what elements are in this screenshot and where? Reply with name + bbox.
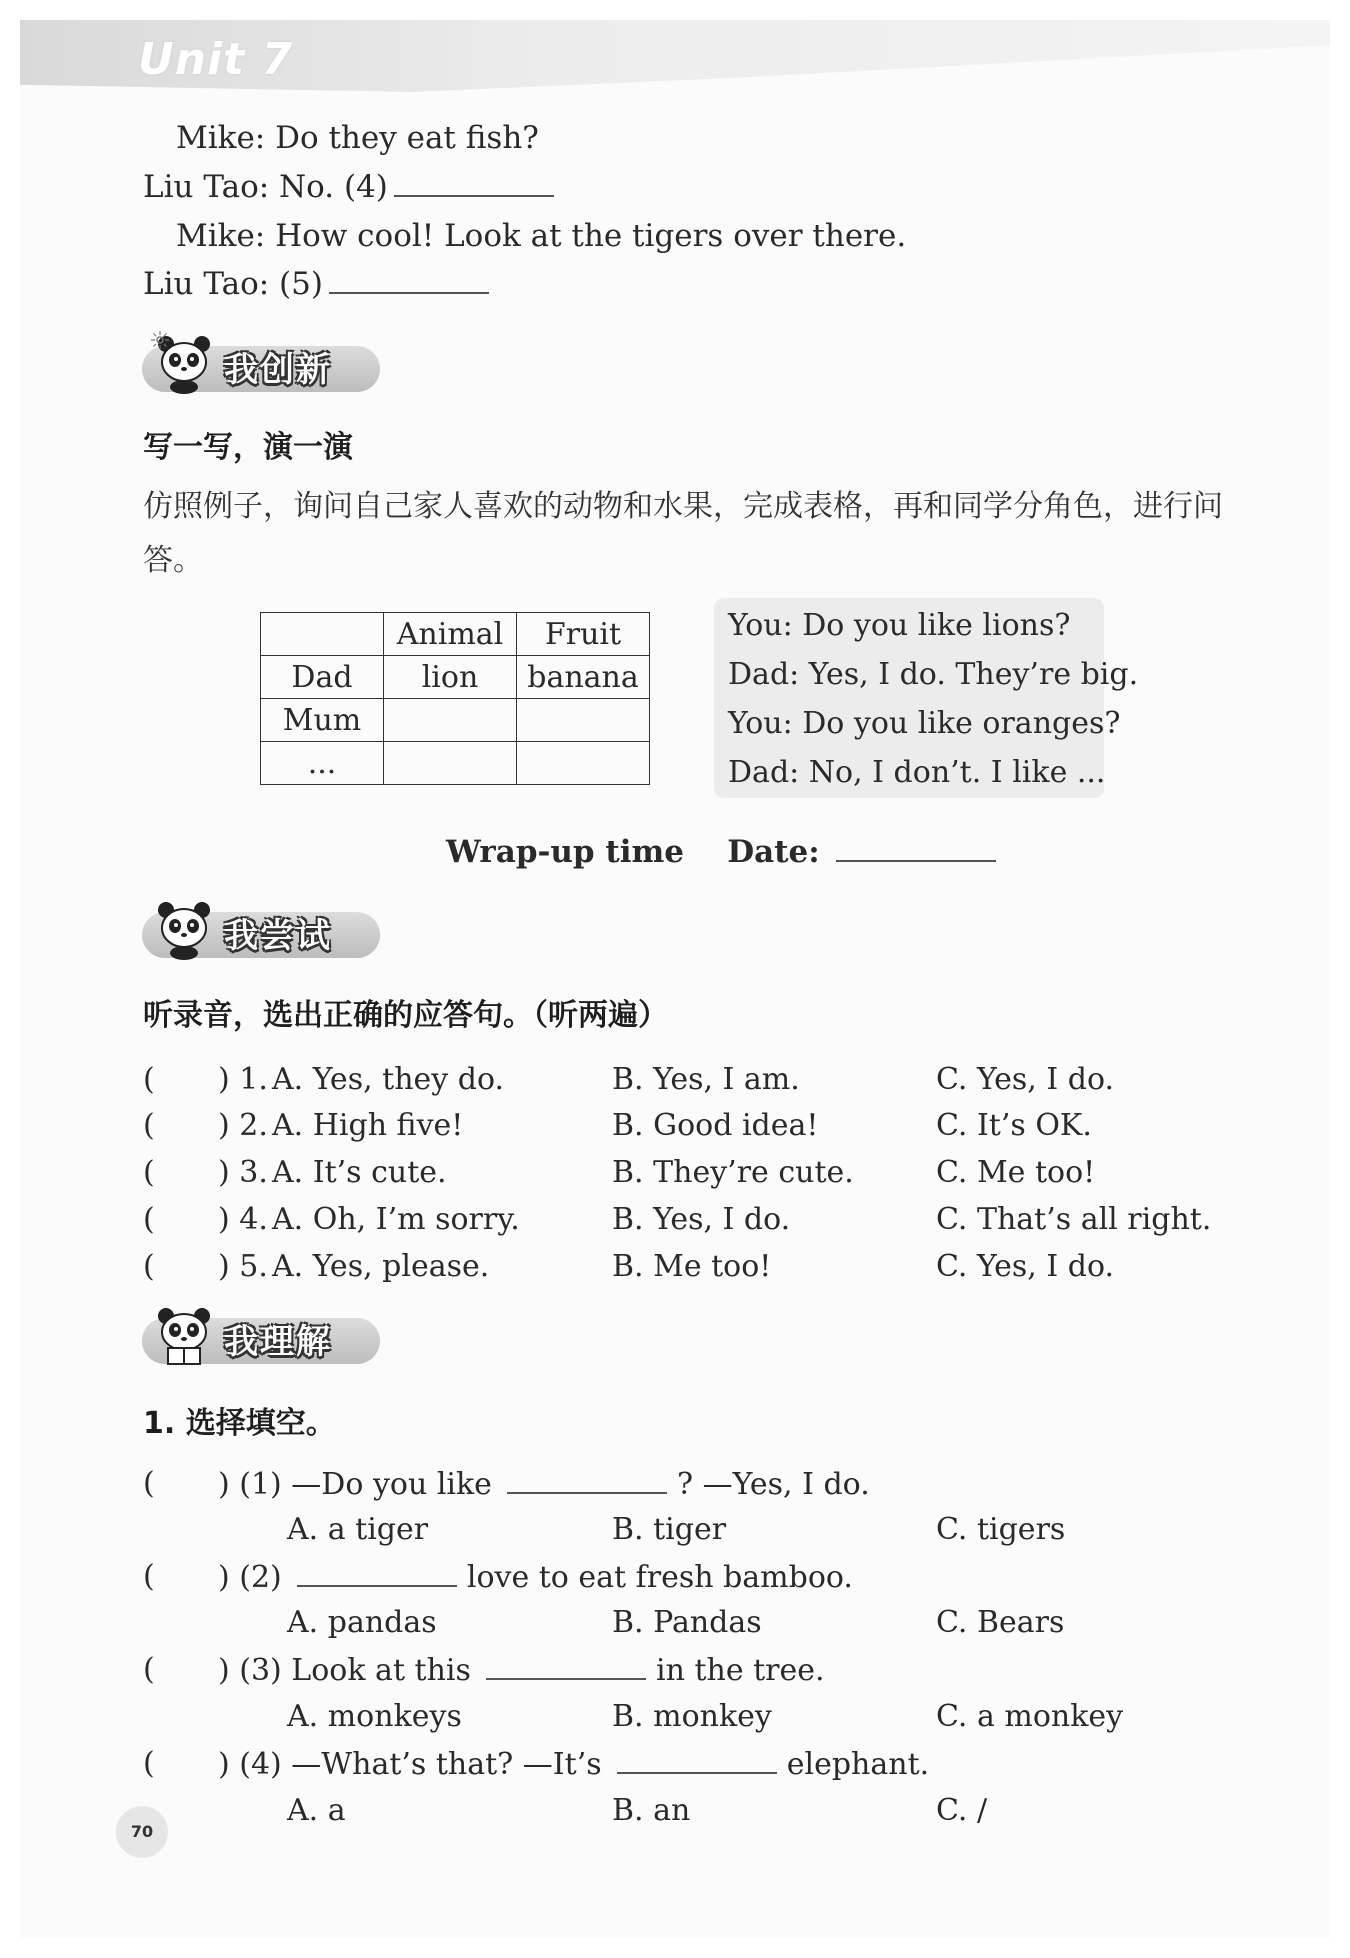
question-post: in the tree. xyxy=(656,1653,825,1688)
page-background xyxy=(20,20,1330,1938)
item-number: ) 2. xyxy=(218,1108,268,1143)
example-line: You: Do you like lions? xyxy=(728,608,1071,643)
table-cell: Dad xyxy=(261,656,384,699)
option-a: A. It’s cute. xyxy=(272,1155,447,1190)
answer-bracket[interactable]: ( xyxy=(143,1062,155,1097)
answer-bracket[interactable]: ( xyxy=(143,1155,155,1190)
option-b: B. an xyxy=(612,1793,691,1828)
option-b: B. monkey xyxy=(612,1699,772,1734)
answer-bracket[interactable]: ( xyxy=(143,1559,155,1594)
table-cell: Mum xyxy=(261,699,384,742)
item-number: ) (3) xyxy=(218,1653,282,1688)
item-number: ) (1) xyxy=(218,1467,282,1502)
answer-blank[interactable] xyxy=(394,169,554,197)
section-title: 写一写，演一演 xyxy=(143,430,353,465)
question-post: love to eat fresh bamboo. xyxy=(466,1560,853,1595)
question-post: ? —Yes, I do. xyxy=(677,1467,870,1502)
option-c: C. Yes, I do. xyxy=(936,1062,1115,1097)
table-cell: banana xyxy=(517,656,650,699)
option-c: C. / xyxy=(936,1793,988,1828)
option-c: C. Yes, I do. xyxy=(936,1249,1115,1284)
option-a: A. pandas xyxy=(287,1605,437,1640)
answer-blank[interactable] xyxy=(486,1652,646,1680)
section-title: 1. 选择填空。 xyxy=(143,1406,336,1441)
table-input-cell[interactable] xyxy=(517,742,650,785)
option-c: C. It’s OK. xyxy=(936,1108,1092,1143)
section-badge-understand xyxy=(142,1304,380,1366)
answer-bracket[interactable]: ( xyxy=(143,1108,155,1143)
option-b: B. They’re cute. xyxy=(612,1155,854,1190)
table-row xyxy=(261,656,650,699)
table-header-cell: Fruit xyxy=(517,613,650,656)
wrapup-label: Wrap-up time xyxy=(446,834,685,870)
question-pre: —Do you like xyxy=(291,1467,492,1502)
table-cell: ... xyxy=(261,742,384,785)
table-cell: lion xyxy=(384,656,517,699)
option-c: C. tigers xyxy=(936,1512,1066,1547)
option-a: A. a xyxy=(287,1793,346,1828)
table-input-cell[interactable] xyxy=(384,699,517,742)
option-c: C. a monkey xyxy=(936,1699,1124,1734)
dialogue-line: Mike: Do they eat fish? xyxy=(176,120,539,156)
question-pre: Look at this xyxy=(291,1653,471,1688)
option-a: A. Yes, please. xyxy=(272,1249,490,1284)
table-row xyxy=(261,742,650,785)
family-table xyxy=(260,612,650,785)
item-number: ) (4) xyxy=(218,1747,282,1782)
dialogue-line: Liu Tao: No. (4) xyxy=(143,169,554,205)
question-post: elephant. xyxy=(786,1747,930,1782)
badge-label: 我尝试 xyxy=(224,916,332,956)
answer-blank[interactable] xyxy=(329,266,489,294)
example-line: Dad: Yes, I do. They’re big. xyxy=(728,657,1139,692)
section-badge-try xyxy=(142,898,380,960)
example-line: You: Do you like oranges? xyxy=(728,706,1121,741)
panda-icon xyxy=(152,898,218,960)
option-c: C. That’s all right. xyxy=(936,1202,1212,1237)
answer-bracket[interactable]: ( xyxy=(143,1466,155,1501)
table-input-cell[interactable] xyxy=(384,742,517,785)
question-row xyxy=(218,1466,870,1502)
table-header-cell: Animal xyxy=(384,613,517,656)
table-header-row xyxy=(261,613,650,656)
wrapup-line xyxy=(446,834,996,870)
answer-bracket[interactable]: ( xyxy=(143,1249,155,1284)
example-line: Dad: No, I don’t. I like ... xyxy=(728,755,1106,790)
option-a: A. monkeys xyxy=(287,1699,462,1734)
option-b: B. tiger xyxy=(612,1512,727,1547)
badge-label: 我理解 xyxy=(224,1322,332,1362)
answer-blank[interactable] xyxy=(617,1746,777,1774)
date-blank[interactable] xyxy=(836,834,996,862)
option-a: A. High five! xyxy=(272,1108,464,1143)
option-a: A. Oh, I’m sorry. xyxy=(272,1202,520,1237)
section-badge-create xyxy=(142,332,380,394)
option-c: C. Bears xyxy=(936,1605,1065,1640)
option-c: C. Me too! xyxy=(936,1155,1096,1190)
option-b: B. Yes, I am. xyxy=(612,1062,800,1097)
dialogue-line: Liu Tao: (5) xyxy=(143,266,489,302)
question-row xyxy=(218,1746,929,1782)
table-cell xyxy=(261,613,384,656)
option-a: A. Yes, they do. xyxy=(272,1062,505,1097)
item-number: ) (2) xyxy=(218,1560,282,1595)
sparkle-icon xyxy=(150,330,170,350)
badge-label: 我创新 xyxy=(224,350,332,390)
unit-title: Unit 7 xyxy=(138,34,294,85)
answer-blank[interactable] xyxy=(507,1466,667,1494)
answer-bracket[interactable]: ( xyxy=(143,1202,155,1237)
panda-reading-icon xyxy=(152,1304,218,1366)
question-row xyxy=(218,1559,853,1595)
option-a: A. a tiger xyxy=(287,1512,429,1547)
instruction-text: 仿照例子，询问自己家人喜欢的动物和水果，完成表格，再和同学分角色，进行问答。 xyxy=(143,489,1223,578)
item-number: ) 3. xyxy=(218,1155,268,1190)
table-row xyxy=(261,699,650,742)
option-b: B. Pandas xyxy=(612,1605,762,1640)
item-number: ) 1. xyxy=(218,1062,268,1097)
question-pre: —What’s that? —It’s xyxy=(291,1747,602,1782)
option-b: B. Me too! xyxy=(612,1249,772,1284)
answer-blank[interactable] xyxy=(297,1559,457,1587)
table-input-cell[interactable] xyxy=(517,699,650,742)
dialogue-line: Mike: How cool! Look at the tigers over there. xyxy=(176,218,907,254)
page-number: 70 xyxy=(116,1806,168,1858)
answer-bracket[interactable]: ( xyxy=(143,1746,155,1781)
option-b: B. Yes, I do. xyxy=(612,1202,791,1237)
answer-bracket[interactable]: ( xyxy=(143,1652,155,1687)
item-number: ) 5. xyxy=(218,1249,268,1284)
date-label: Date: xyxy=(727,834,820,870)
option-b: B. Good idea! xyxy=(612,1108,819,1143)
item-number: ) 4. xyxy=(218,1202,268,1237)
section-title: 听录音，选出正确的应答句。（听两遍） xyxy=(143,998,668,1033)
question-row xyxy=(218,1652,825,1688)
